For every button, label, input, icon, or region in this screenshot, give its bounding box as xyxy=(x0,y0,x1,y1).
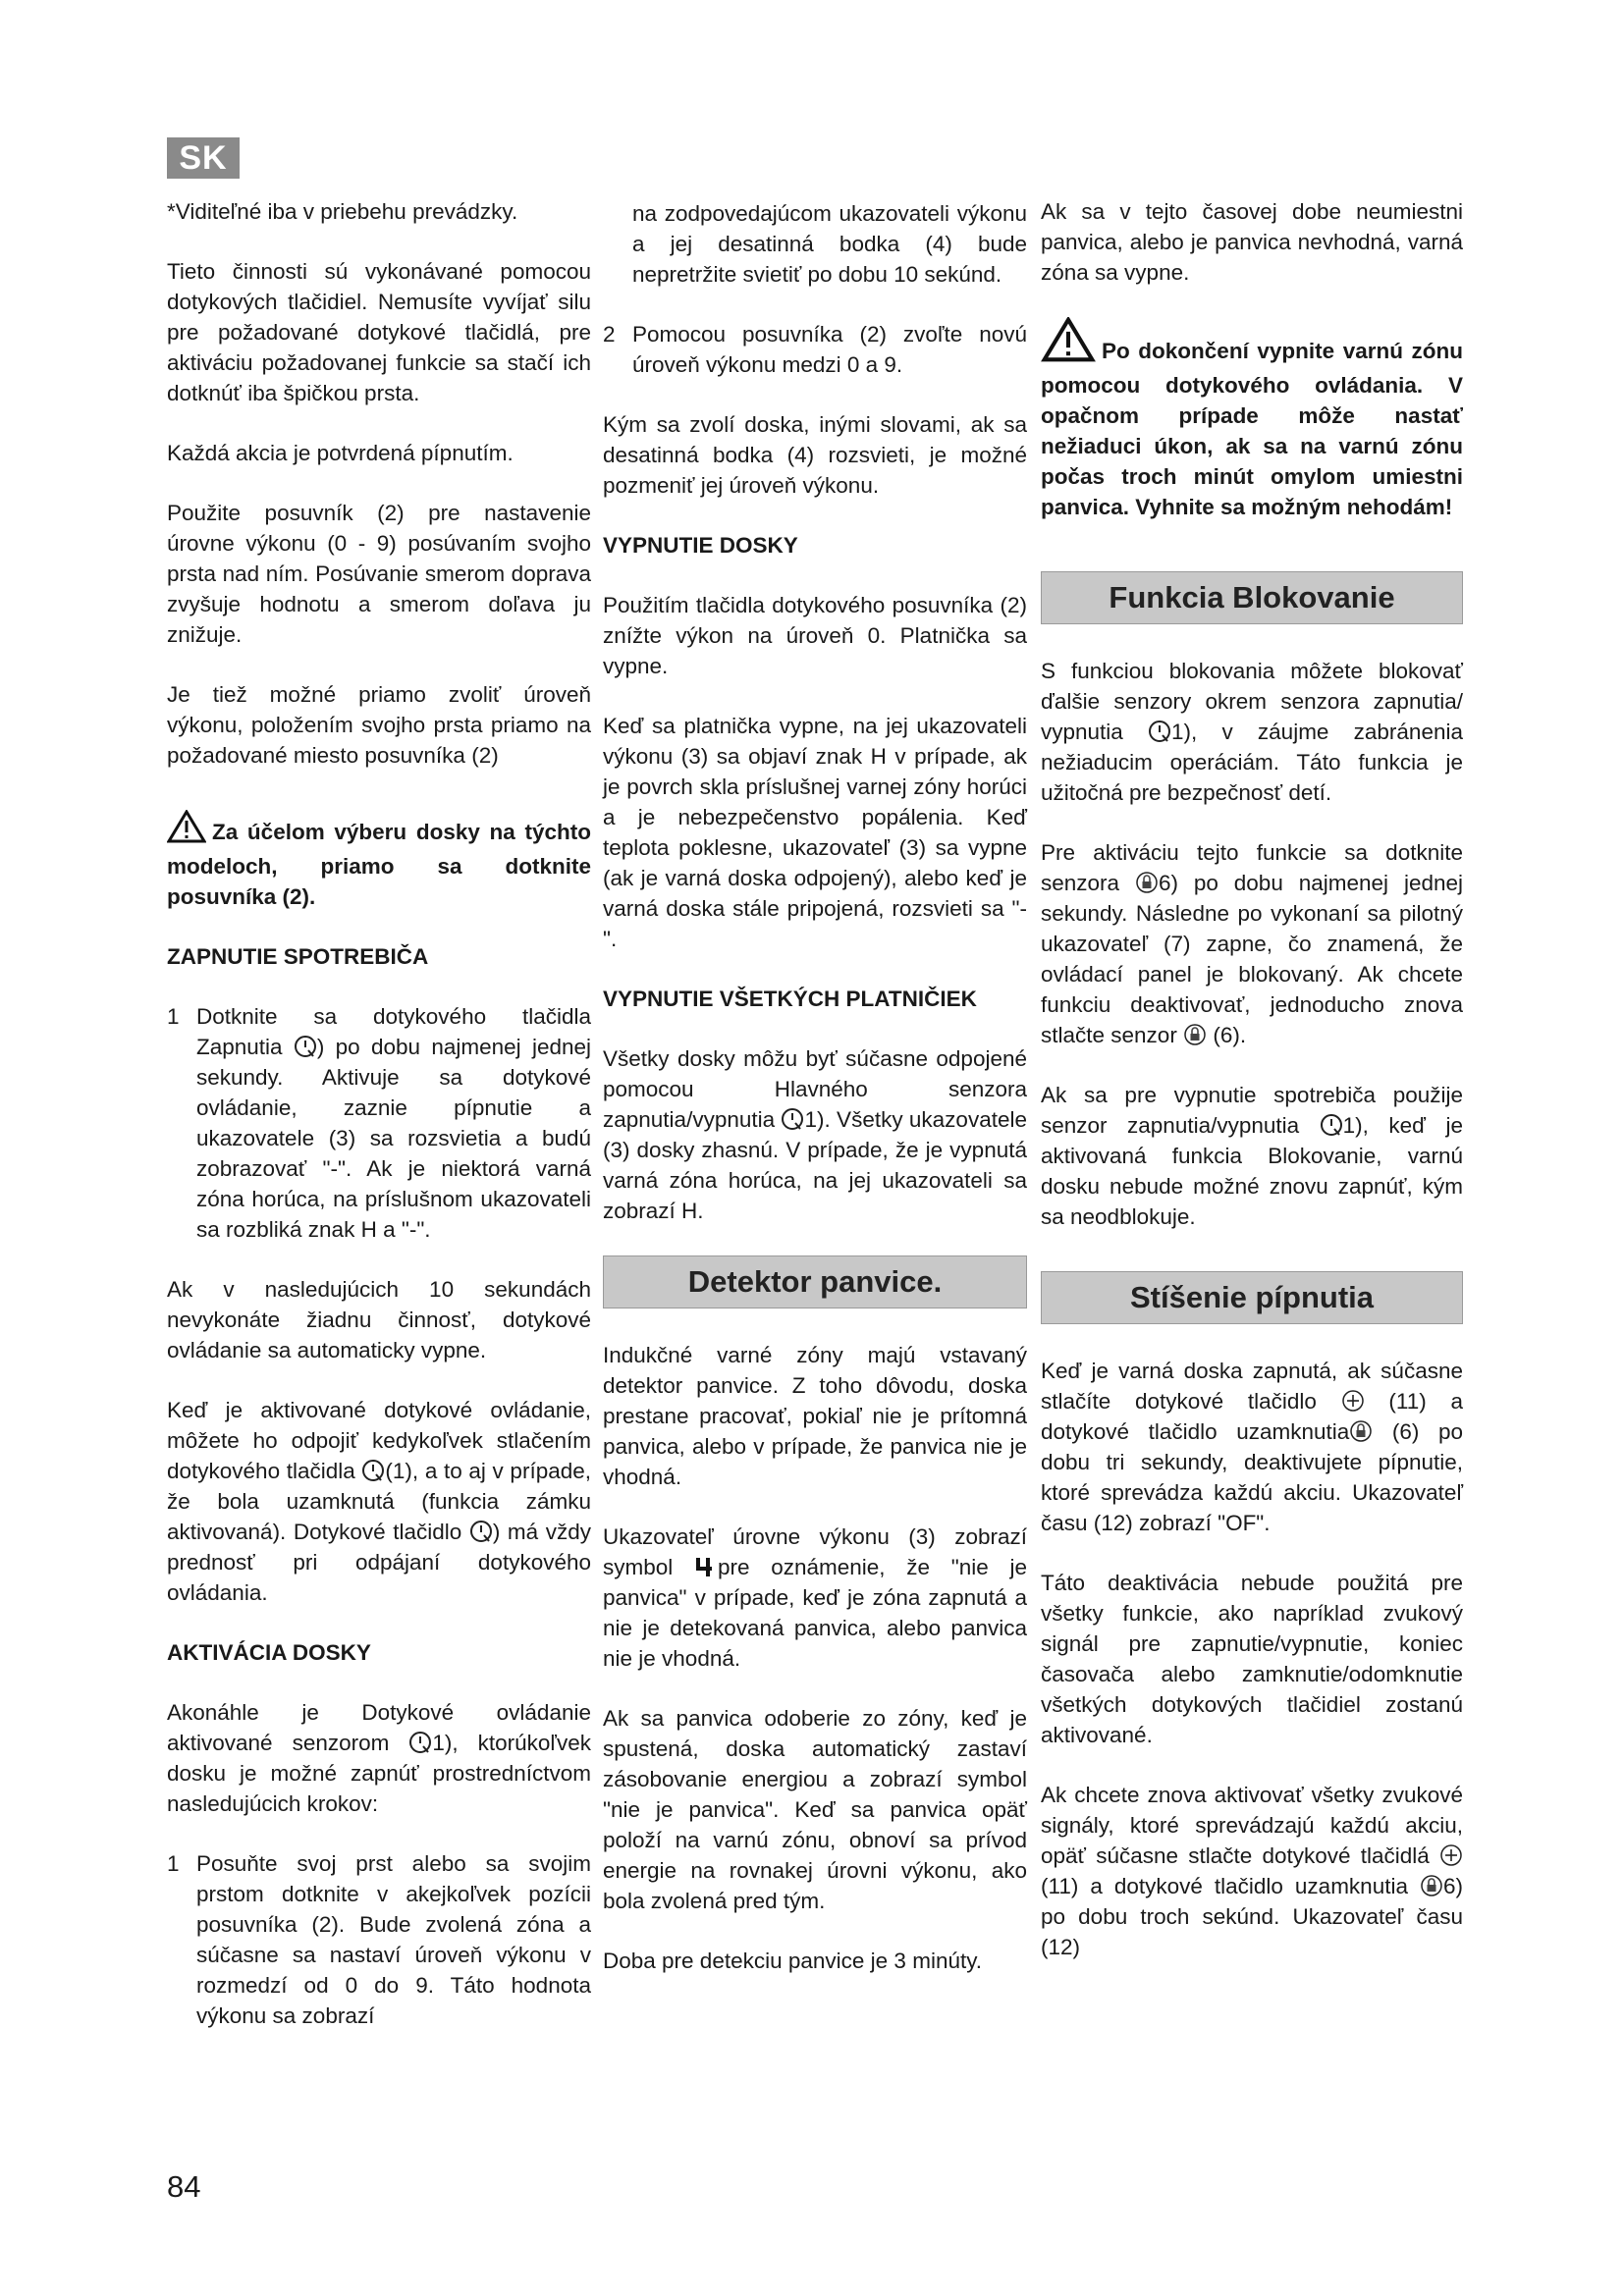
list-item-activate xyxy=(167,1848,591,2031)
all-text-b: 1). Všetky ukazovatele (3) dosky zhasnú. V prípade, že je vypnutá varná zóna horúca, na jej ukazovateli sa zobrazí H. xyxy=(603,1107,1027,1223)
paragraph-no-place: Ak sa v tejto časovej dobe neumiestni panvica, alebo je panvica nevhodná, varná zóna sa vypne. xyxy=(1041,199,1463,285)
paragraph-hot: Keď sa platnička vypne, na jej ukazovateli výkonu (3) sa objaví znak H v prípade, ak je povrch skla príslušnej varnej zóny horúci a je nebezpečenstvo popálenia. Keď teplota poklesne, ukazovateľ (3) sa vypne (ak je varná doska odpojený), alebo keď je varná doska stále pripojená, rozsvieti sa "-". xyxy=(603,714,1027,951)
mute3-text-a: Ak chcete znova aktivovať všetky zvukové signály, ktoré sprevádzajú každú akciu, opäť súčasne stlačte dotykové tlačidlá xyxy=(1041,1783,1463,1868)
paragraph-disconnect xyxy=(167,1395,591,1608)
column-2 xyxy=(603,198,1027,2005)
paragraph-visible-only: *Viditeľné iba v priebehu prevádzky. xyxy=(167,199,518,224)
lock3-text-a: Ak sa pre vypnutie spotrebiča použije senzor zapnutia/vypnutia xyxy=(1041,1083,1463,1138)
lock-icon xyxy=(1135,871,1159,894)
list-text: Pomocou posuvníka (2) zvoľte novú úroveň výkonu medzi 0 a 9. xyxy=(632,322,1027,377)
plus-icon xyxy=(1439,1843,1463,1867)
list-number: 1 xyxy=(167,1851,180,1876)
lock3-text-b: 1), keď je aktivovaná funkcia Blokovanie, varnú dosku nebude možné znovu zapnúť, kým sa neodblokuje. xyxy=(1041,1113,1463,1229)
paragraph-10s: Ak v nasledujúcich 10 sekundách nevykonáte žiadnu činnosť, dotykové ovládanie sa automaticky vypne. xyxy=(167,1277,591,1362)
lock2-text-c: (6). xyxy=(1213,1023,1247,1047)
paragraph-mute-1 xyxy=(1041,1356,1463,1538)
paragraph-detector-3: Ak sa panvica odoberie zo zóny, keď je spustená, doska automatický zastaví zásobovanie energiou a zobrazí symbol "nie je panvica". Keď sa panvica opäť položí na varnú zónu, obnoví sa prívod energie na rovnakej úrovni výkonu, ako bola zvolená pred tým. xyxy=(603,1706,1027,1913)
list-text: Posuňte svoj prst alebo sa svojim prstom dotknite v akejkoľvek pozícii posuvníka (2). Bude zvolená zóna a súčasne sa nastaví úroveň výkonu v rozmedzí od 0 do 9. Táto hodnota výkonu sa zobrazí xyxy=(196,1851,591,2028)
paragraph-detector-4: Doba pre detekciu panvice je 3 minúty. xyxy=(603,1949,983,1973)
lock1-text-a: S funkciou blokovania môžete blokovať ďalšie senzory okrem senzora zapnutia/ vypnutia xyxy=(1041,659,1463,744)
section-mute: Stíšenie pípnutia xyxy=(1041,1271,1463,1324)
language-badge: SK xyxy=(167,137,240,179)
column-3 xyxy=(1041,196,1463,1992)
power-icon xyxy=(408,1731,432,1754)
lock1-text-b: 1), v záujme zabránenia nežiaducim operáciám. Táto funkcia je užitočná pre bezpečnosť detí. xyxy=(1041,720,1463,805)
mute3-text-b: (11) a dotykové tlačidlo uzamknutia xyxy=(1041,1874,1408,1898)
power-icon xyxy=(1320,1113,1343,1137)
warning-triangle-icon xyxy=(167,810,206,851)
paragraph-touch: Tieto činnosti sú vykonávané pomocou dotykových tlačidiel. Nemusíte vyvíjať silu pre požadované dotykové tlačidlá, pre aktiváciu požadovanej funkcie sa stačí ich dotknúť iba špičkou prsta. xyxy=(167,259,591,405)
disc-text-b: (1), a to aj v prípade, že bola uzamknutá (funkcia zámku aktivovaná). Dotykové tlačidlo xyxy=(167,1459,591,1544)
warning-triangle-icon xyxy=(1041,317,1096,370)
paragraph-slider: Použite posuvník (2) pre nastavenie úrovne výkonu (0 - 9) posúvaním svojho prsta nad ním. Posúvanie smerom doprava zvyšuje hodnotu a smerom doľava ju znižuje. xyxy=(167,501,591,647)
disc-text-c: ) má vždy prednosť pri odpájaní dotykového ovládania. xyxy=(167,1520,591,1605)
lock2-text-a: Pre aktiváciu tejto funkcie sa dotknite senzora xyxy=(1041,840,1463,895)
mute1-text-b: (11) a dotykové tlačidlo uzamknutia xyxy=(1041,1389,1463,1444)
warning-select-text: Za účelom výberu dosky na týchto modeloch, priamo sa dotknite posuvníka (2). xyxy=(167,820,591,909)
paragraph-all-off xyxy=(603,1043,1027,1226)
list-number: 1 xyxy=(167,1004,180,1029)
list-text-a: Dotknite sa dotykového tlačidla Zapnutia xyxy=(196,1004,591,1059)
act-text-b: 1), ktorúkoľvek dosku je možné zapnúť prostredníctvom nasledujúcich krokov: xyxy=(167,1731,591,1816)
list-item-on xyxy=(167,1001,591,1245)
power-icon xyxy=(781,1107,804,1131)
heading-all-off: VYPNUTIE VŠETKÝCH PLATNIČIEK xyxy=(603,987,977,1011)
heading-activate: AKTIVÁCIA DOSKY xyxy=(167,1640,371,1665)
paragraph-while: Kým sa zvolí doska, inými slovami, ak sa desatinná bodka (4) rozsvieti, je možné pozmeniť jej úroveň výkonu. xyxy=(603,412,1027,498)
act-text-a: Akonáhle je Dotykové ovládanie aktivované senzorom xyxy=(167,1700,591,1755)
mute1-text-a: Keď je varná doska zapnutá, ak súčasne stlačíte dotykové tlačidlo xyxy=(1041,1359,1463,1414)
paragraph-detector-2 xyxy=(603,1522,1027,1674)
page-number: 84 xyxy=(167,2169,201,2204)
lock-icon xyxy=(1420,1874,1443,1897)
warning-end-text: Po dokončení vypnite varnú zónu pomocou dotykového ovládania. V opačnom prípade môže nastať nežiaduci úkon, ak sa na varnú zónu počas troch minút omylom umiestni panvica. Vyhnite sa možným nehodám! xyxy=(1041,339,1463,519)
section-detector: Detektor panvice. xyxy=(603,1255,1027,1308)
mute3-text-c: 6) po dobu troch sekúnd. Ukazovateľ času (12) xyxy=(1041,1874,1463,1959)
paragraph-mute-2: Táto deaktivácia nebude použitá pre všetky funkcie, ako napríklad zvukový signál pre zapnutie/vypnutie, koniec časovača alebo zamknutie/odomknutie všetkých dotykových tlačidiel zostanú aktivované. xyxy=(1041,1571,1463,1747)
heading-appliance-on: ZAPNUTIE SPOTREBIČA xyxy=(167,944,429,969)
all-text-a: Všetky dosky môžu byť súčasne odpojené pomocou Hlavného senzora zapnutia/vypnutia xyxy=(603,1046,1027,1132)
heading-off: VYPNUTIE DOSKY xyxy=(603,533,798,558)
paragraph-direct: Je tiež možné priamo zvoliť úroveň výkonu, položením svojho prsta priamo na požadované miesto posuvníka (2) xyxy=(167,682,591,768)
list-text-b: ) po dobu najmenej jednej sekundy. Aktivuje sa dotykové ovládanie, zaznie pípnutie a ukazovatele (3) sa rozsvietia a budú zobrazovať "-". Ak je niektorá varná zóna horúca, na príslušnom ukazovateli sa rozbliká znak H a "-". xyxy=(196,1035,591,1242)
power-icon xyxy=(361,1459,385,1482)
paragraph-lock-3 xyxy=(1041,1080,1463,1232)
section-lock: Funkcia Blokovanie xyxy=(1041,571,1463,624)
disc-text-a: Keď je aktivované dotykové ovládanie, môžete ho odpojiť kedykoľvek stlačením dotykového tlačidla xyxy=(167,1398,591,1483)
power-icon xyxy=(294,1035,317,1058)
paragraph-off: Použitím tlačidla dotykového posuvníka (2) znížte výkon na úroveň 0. Platnička sa vypne. xyxy=(603,593,1027,678)
paragraph-lock-2 xyxy=(1041,837,1463,1050)
mute1-text-c: (6) po dobu tri sekundy, deaktivujete pípnutie, ktoré sprevádza každú akciu. Ukazovateľ času (12) zobrazí "OF". xyxy=(1041,1419,1463,1535)
no-pan-symbol-icon xyxy=(694,1555,718,1578)
paragraph-lock-1 xyxy=(1041,656,1463,808)
power-icon xyxy=(1148,720,1171,743)
paragraph-activate xyxy=(167,1697,591,1819)
lock-icon xyxy=(1183,1023,1207,1046)
paragraph-continued: na zodpovedajúcom ukazovateli výkonu a jej desatinná bodka (4) bude nepretržite svietiť po dobu 10 sekúnd. xyxy=(632,201,1027,287)
det2-text-b: pre oznámenie, že "nie je panvica" v prípade, keď je zóna zapnutá a nie je detekovaná panvica, alebo panvica nie je vhodná. xyxy=(603,1555,1027,1671)
paragraph-mute-3 xyxy=(1041,1780,1463,1962)
plus-icon xyxy=(1341,1389,1365,1413)
lock2-text-b: 6) po dobu najmenej jednej sekundy. Následne po vykonaní sa pilotný ukazovateľ (7) zapne, čo znamená, že ovládací panel je blokovaný. Ak chcete funkciu deaktivovať, jednoducho znova stlačte senzor xyxy=(1041,871,1463,1047)
list-number: 2 xyxy=(603,322,616,347)
warning-end xyxy=(1041,317,1463,522)
power-icon xyxy=(469,1520,493,1543)
warning-select xyxy=(167,810,591,912)
paragraph-beep: Každá akcia je potvrdená pípnutím. xyxy=(167,441,514,465)
paragraph-detector-1: Indukčné varné zóny majú vstavaný detektor panvice. Z toho dôvodu, doska prestane pracovať, pokiaľ nie je prítomná panvica, alebo v prípade, že panvica nie je vhodná. xyxy=(603,1343,1027,1489)
lock-icon xyxy=(1349,1419,1373,1443)
list-item-level xyxy=(603,319,1027,380)
det2-text-a: Ukazovateľ úrovne výkonu (3) zobrazí symbol xyxy=(603,1524,1027,1579)
column-1 xyxy=(167,196,591,2060)
